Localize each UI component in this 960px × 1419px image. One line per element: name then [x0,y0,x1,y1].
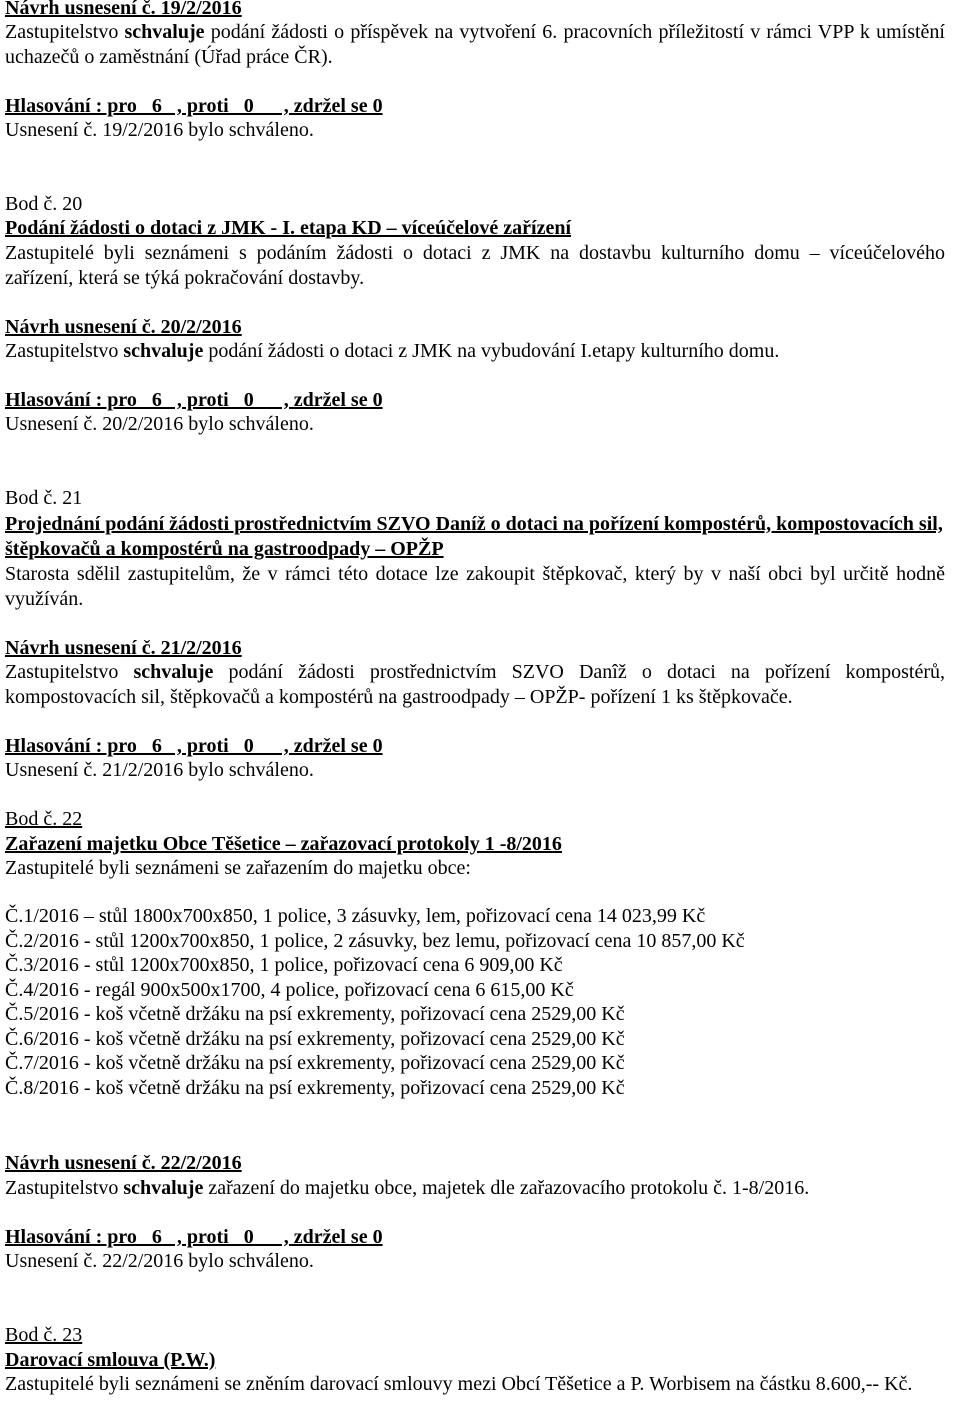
resolution-19 [5,20,945,69]
resolution-text: zařazení do majetku obce, majetek dle zařazovacího protokolu č. 1-8/2016. [203,1177,810,1199]
resolution-prefix: Zastupitelstvo [5,21,125,43]
resolution-verb: schvaluje [124,21,205,43]
result-20: Usnesení č. 20/2/2016 bylo schváleno. [5,413,314,435]
proposal-heading-22: Návrh usnesení č. 22/2/2016 [5,1152,242,1174]
resolution-verb: schvaluje [133,661,214,683]
resolution-text: podání žádosti prostřednictvím SZVO Danîž o dotaci na pořízení kompostérů, kompostovacích sil, štěpkovačů a kompostérů na gastroodpady – OPŽP- pořízení 1 ks štěpkovače. [5,661,945,708]
proposal-heading-20: Návrh usnesení č. 20/2/2016 [5,316,242,338]
vote-line-21: Hlasování : pro 6 , proti 0 , zdržel se 0 [5,735,383,757]
asset-item: Č.2/2016 - stůl 1200x700x850, 1 police, 2 zásuvky, bez lemu, pořizovací cena 10 857,00 Kč [5,930,745,952]
item-title-21: Projednání podání žádosti prostřednictvím SZVO Daníž o dotaci na pořízení kompostérů, kompostovacích sil, štěpkovačů a kompostérů na gastroodpady – OPŽP [5,513,943,560]
resolution-prefix: Zastupitelstvo [5,1177,124,1199]
resolution-prefix: Zastupitelstvo [5,661,134,683]
item-body-20: Zastupitelé byli seznámeni s podáním žádosti o dotaci z JMK na dostavbu kulturního domu – víceúčelového zařízení, která se týká pokračování dostavby. [5,242,945,289]
item-body-21: Starosta sdělil zastupitelům, že v rámci této dotace lze zakoupit štěpkovač, který by v naší obci byl určitě hodně využíván. [5,563,945,610]
item-number-22: Bod č. 22 [5,808,83,830]
vote-line-22: Hlasování : pro 6 , proti 0 , zdržel se 0 [5,1226,383,1248]
vote-line-19: Hlasování : pro 6 , proti 0 , zdržel se 0 [5,95,383,117]
item-body-23: Zastupitelé byli seznámeni se zněním darovací smlouvy mezi Obcí Těšetice a P. Worbisem na částku 8.600,-- Kč. [5,1373,913,1395]
resolution-text: podání žádosti o dotaci z JMK na vybudování I.etapy kulturního domu. [203,340,780,362]
item-number-20: Bod č. 20 [5,193,83,215]
item-title-22: Zařazení majetku Obce Těšetice – zařazovací protokoly 1 -8/2016 [5,833,562,855]
asset-item: Č.7/2016 - koš včetně držáku na psí exkrementy, pořizovací cena 2529,00 Kč [5,1052,625,1074]
item-title-23: Darovací smlouva (P.W.) [5,1349,216,1371]
asset-item: Č.1/2016 – stůl 1800x700x850, 1 police, 3 zásuvky, lem, pořizovací cena 14 023,99 Kč [5,905,706,927]
result-21: Usnesení č. 21/2/2016 bylo schváleno. [5,759,314,781]
resolution-20 [5,339,779,363]
asset-item: Č.8/2016 - koš včetně držáku na psí exkrementy, pořizovací cena 2529,00 Kč [5,1077,625,1099]
proposal-heading-21: Návrh usnesení č. 21/2/2016 [5,637,242,659]
item-title-20: Podání žádosti o dotaci z JMK - I. etapa KD – víceúčelové zařízení [5,217,572,239]
resolution-verb: schvaluje [123,1177,204,1199]
asset-item: Č.6/2016 - koš včetně držáku na psí exkrementy, pořizovací cena 2529,00 Kč [5,1028,625,1050]
resolution-text: podání žádosti o příspěvek na vytvoření 6. pracovních příležitostí v rámci VPP k umístění uchazečů o zaměstnání (Úřad práce ČR). [5,21,945,68]
asset-item: Č.4/2016 - regál 900x500x1700, 4 police, pořizovací cena 6 615,00 Kč [5,979,574,1001]
result-22: Usnesení č. 22/2/2016 bylo schváleno. [5,1250,314,1272]
item-intro-22: Zastupitelé byli seznámeni se zařazením do majetku obce: [5,857,471,879]
asset-item: Č.5/2016 - koš včetně držáku na psí exkrementy, pořizovací cena 2529,00 Kč [5,1003,625,1025]
resolution-prefix: Zastupitelstvo [5,340,124,362]
vote-line-20: Hlasování : pro 6 , proti 0 , zdržel se 0 [5,389,383,411]
resolution-21 [5,660,945,709]
asset-item: Č.3/2016 - stůl 1200x700x850, 1 police, pořizovací cena 6 909,00 Kč [5,954,563,976]
resolution-22 [5,1176,809,1200]
result-19: Usnesení č. 19/2/2016 bylo schváleno. [5,119,314,141]
item-number-23: Bod č. 23 [5,1324,83,1346]
item-number-21: Bod č. 21 [5,487,83,509]
proposal-heading-19: Návrh usnesení č. 19/2/2016 [5,0,242,19]
resolution-verb: schvaluje [123,340,204,362]
